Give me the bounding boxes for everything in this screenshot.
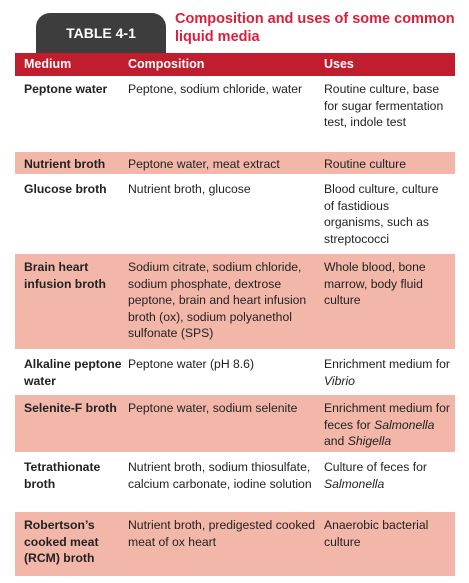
table-row (15, 395, 455, 454)
column-header-composition: Composition (128, 57, 205, 71)
table-row (15, 176, 455, 254)
table-header (15, 53, 455, 76)
caption-line-2: liquid media (175, 29, 260, 45)
composition-cell: Nutrient broth, predigested cooked meat of ox heart (128, 518, 315, 549)
medium-cell: Selenite-F broth (24, 401, 117, 415)
uses-cell (324, 356, 452, 389)
medium-cell: Alkaline peptone water (24, 357, 122, 388)
uses-text: Enrichment medium for feces for (324, 401, 450, 432)
table-row (15, 76, 455, 152)
medium-cell: Peptone water (24, 82, 108, 96)
medium-cell: Nutrient broth (24, 157, 106, 171)
uses-cell: Whole blood, bone marrow, body fluid culture (324, 260, 426, 308)
uses-text: Enrichment medium for (324, 357, 450, 371)
composition-cell: Nutrient broth, sodium thiosulfate, calcium carbonate, iodine solution (128, 460, 312, 491)
medium-cell: Brain heart infusion broth (24, 260, 106, 291)
uses-text: Culture of feces for (324, 460, 427, 474)
medium-cell: Glucose broth (24, 182, 107, 196)
uses-cell (324, 400, 452, 450)
uses-cell: Routine culture, base for sugar fermentation test, indole test (324, 82, 444, 130)
column-header-uses: Uses (324, 57, 354, 71)
table-row (15, 351, 455, 395)
table-body (15, 76, 455, 578)
uses-text: and (324, 434, 348, 449)
table-row (15, 512, 455, 578)
organism-name: Vibrio (324, 373, 355, 388)
composition-cell: Peptone water (pH 8.6) (128, 357, 255, 371)
organism-name: Shigella (347, 434, 392, 449)
composition-cell: Peptone water, meat extract (128, 157, 280, 171)
table-row (15, 152, 455, 176)
table-caption (175, 10, 460, 46)
uses-cell: Blood culture, culture of fastidious organisms, such as streptococci (324, 182, 439, 246)
composition-cell: Nutrient broth, glucose (128, 182, 251, 196)
uses-cell: Anaerobic bacterial culture (324, 518, 429, 549)
composition-cell: Peptone water, sodium selenite (128, 401, 298, 415)
table-number-label: TABLE 4-1 (66, 25, 136, 41)
caption-line-1: Composition and uses of some common (175, 11, 455, 27)
medium-cell: Robertson’s cooked meat (RCM) broth (24, 518, 99, 566)
organism-name: Salmonella (374, 417, 435, 432)
organism-name: Salmonella (324, 476, 385, 491)
uses-cell (324, 459, 452, 492)
composition-cell: Peptone, sodium chloride, water (128, 82, 303, 96)
uses-cell: Routine culture (324, 157, 406, 171)
table-row (15, 254, 455, 351)
table-row (15, 454, 455, 512)
medium-cell: Tetrathionate broth (24, 460, 101, 491)
column-header-medium: Medium (24, 57, 72, 71)
composition-cell: Sodium citrate, sodium chloride, sodium phosphate, dextrose peptone, brain and heart infusion broth (ox), sodium polyanethol sulfonate (SPS) (128, 260, 307, 341)
table-number-tab (36, 13, 166, 53)
